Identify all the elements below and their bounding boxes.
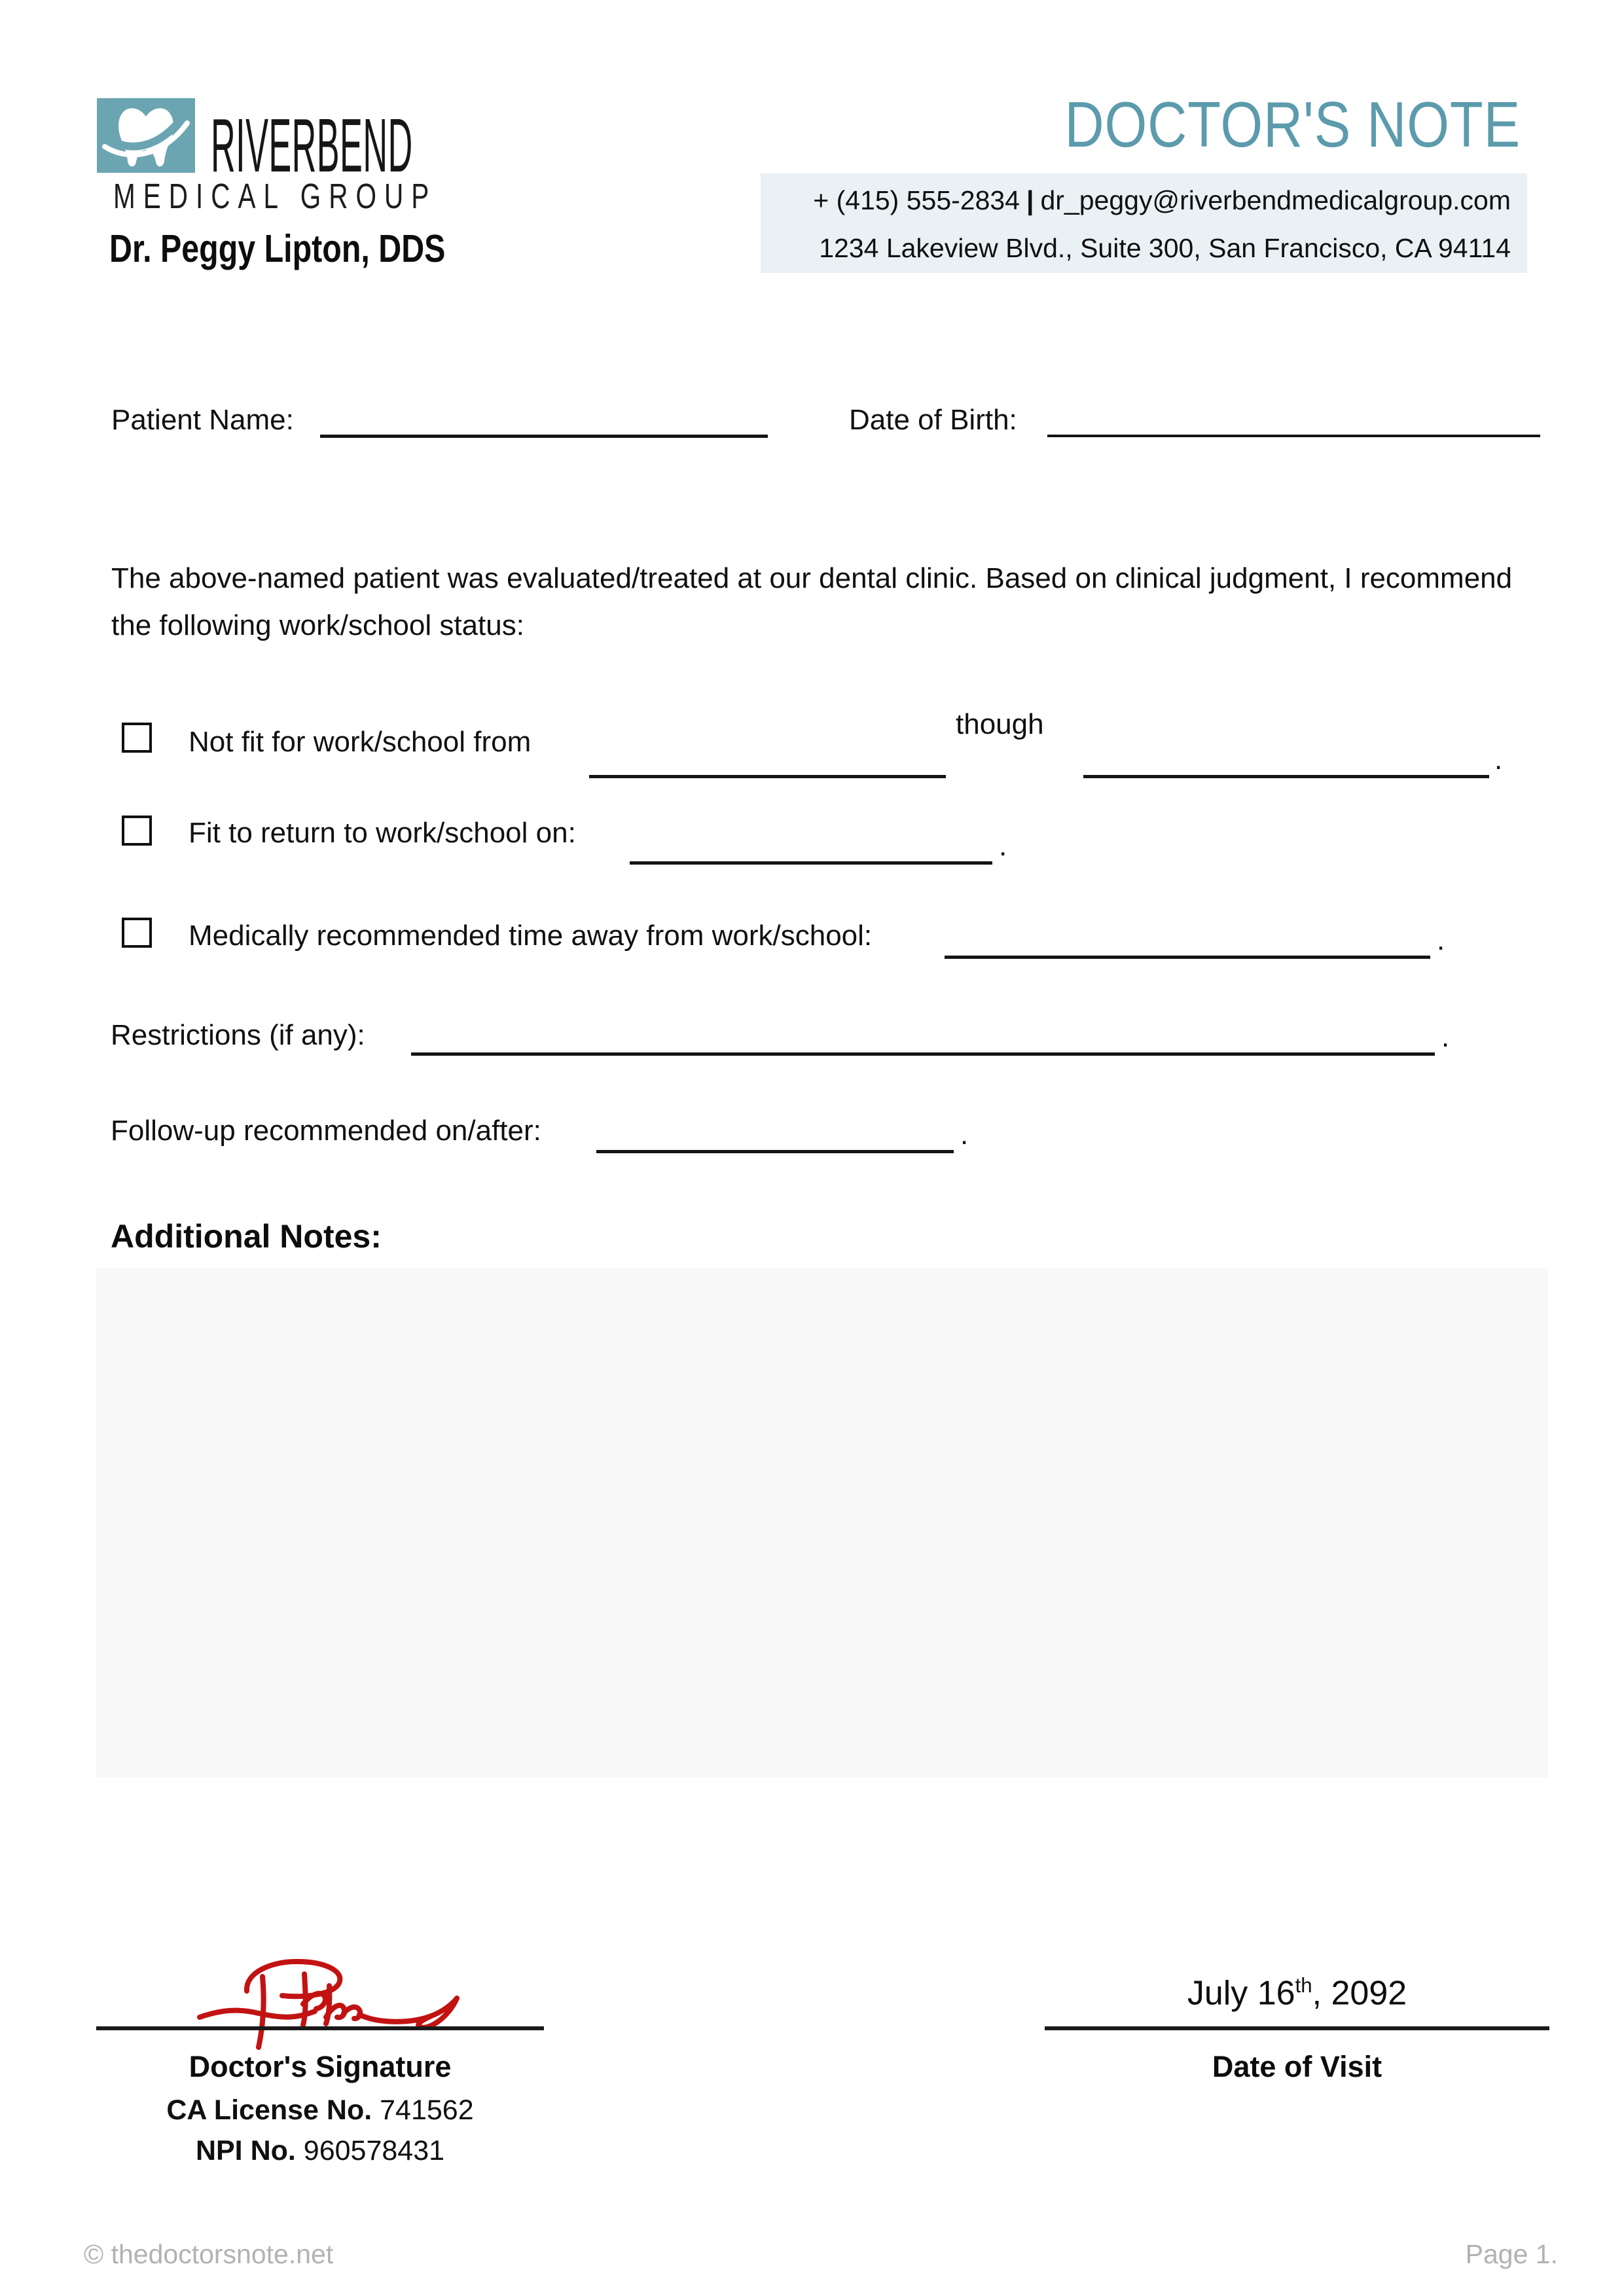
not-fit-period: . — [1494, 744, 1503, 776]
followup-blank[interactable] — [596, 1150, 954, 1153]
contact-separator: | — [1026, 185, 1034, 215]
visit-date-year: , 2092 — [1312, 1974, 1407, 2013]
phone-number: + (415) 555-2834 — [813, 185, 1020, 215]
time-away-label: Medically recommended time away from work/school: — [189, 920, 873, 952]
clinic-logo — [97, 98, 195, 173]
contact-phone-email — [813, 185, 1511, 216]
email-address: dr_peggy@riverbendmedicalgroup.com — [1040, 185, 1511, 215]
brand-name: RIVERBEND — [211, 103, 413, 188]
doctor-signature-label: Doctor's Signature — [189, 2050, 452, 2083]
time-away-period: . — [1437, 924, 1445, 956]
dob-label: Date of Birth: — [849, 404, 1017, 436]
fit-return-label: Fit to return to work/school on: — [189, 817, 576, 849]
signature-line — [96, 2026, 544, 2030]
footer-page-number: Page 1. — [1465, 2239, 1558, 2269]
tooth-icon — [97, 98, 195, 173]
checkbox-time-away[interactable] — [122, 918, 152, 948]
brand-subtitle: MEDICAL GROUP — [113, 177, 437, 216]
additional-notes-box[interactable] — [96, 1268, 1548, 1778]
patient-name-blank[interactable] — [320, 435, 768, 438]
license-label: CA License No. — [166, 2094, 372, 2126]
doctor-signature-image — [193, 1957, 468, 2052]
page-title: DOCTOR'S NOTE — [1064, 88, 1521, 160]
visit-date-day: July 16 — [1187, 1974, 1295, 2013]
dob-blank[interactable] — [1047, 435, 1540, 437]
additional-notes-heading: Additional Notes: — [111, 1218, 382, 1255]
npi-row — [96, 2135, 544, 2167]
not-fit-through-blank[interactable] — [1083, 775, 1489, 778]
doctor-name: Dr. Peggy Lipton, DDS — [109, 227, 446, 270]
visit-date-value — [1045, 1974, 1549, 2013]
npi-value: 960578431 — [295, 2135, 445, 2166]
fit-return-period: . — [999, 830, 1007, 862]
restrictions-period: . — [1441, 1021, 1450, 1053]
not-fit-though-label: though — [956, 708, 1044, 740]
followup-label: Follow-up recommended on/after: — [111, 1115, 541, 1147]
npi-label: NPI No. — [195, 2135, 296, 2166]
license-row — [96, 2094, 544, 2126]
followup-period: . — [960, 1119, 969, 1151]
checkbox-fit-return[interactable] — [122, 816, 152, 846]
checkbox-not-fit[interactable] — [122, 723, 152, 753]
date-line — [1045, 2026, 1549, 2030]
license-value: 741562 — [372, 2094, 474, 2126]
time-away-blank[interactable] — [945, 956, 1430, 959]
contact-info-box — [761, 173, 1527, 273]
fit-return-blank[interactable] — [630, 861, 992, 865]
intro-paragraph: The above-named patient was evaluated/treated at our dental clinic. Based on clinical judgment, I recommend the following work/school status: — [111, 562, 1513, 641]
not-fit-from-blank[interactable] — [589, 775, 946, 778]
restrictions-blank[interactable] — [411, 1052, 1435, 1056]
not-fit-label: Not fit for work/school from — [189, 726, 532, 758]
patient-name-label: Patient Name: — [111, 404, 294, 436]
office-address: 1234 Lakeview Blvd., Suite 300, San Francisco, CA 94114 — [819, 233, 1511, 263]
visit-date-ordinal: th — [1295, 1974, 1312, 1997]
date-of-visit-label: Date of Visit — [1212, 2050, 1382, 2083]
restrictions-label: Restrictions (if any): — [111, 1019, 365, 1051]
footer-copyright: © thedoctorsnote.net — [84, 2239, 334, 2269]
